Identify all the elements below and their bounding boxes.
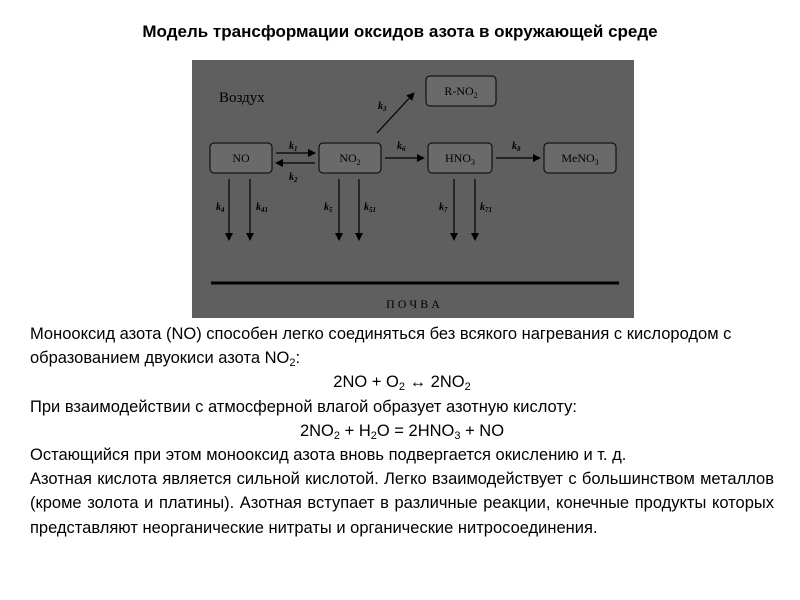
- equation-1: $2NO + O_2$ ↔ $2NO_2$: [333, 373, 471, 394]
- paragraph-2: При взаимодействии с атмосферной влагой образует азотную кислоту:: [30, 397, 577, 416]
- rate-k7: $k_7$: [439, 202, 448, 214]
- rate-k5: $k_5$: [324, 202, 333, 214]
- rate-k1: $k_1$: [289, 141, 298, 153]
- rate-k41: $k_{41}$: [256, 202, 268, 214]
- rate-k6: $k_6$: [397, 141, 406, 153]
- box-no-label: NO: [232, 151, 250, 165]
- air-label: Воздух: [219, 90, 265, 106]
- page-title: Модель трансформации оксидов азота в окружающей среде: [142, 22, 658, 41]
- box-rno2-label: $R-NO_2$: [444, 84, 478, 100]
- diagram-svg: [192, 60, 634, 318]
- paragraph-3: Остающийся при этом монооксид азота вновь подвергается окислению и т. д.: [30, 446, 627, 465]
- paragraph-4: Азотная кислота является сильной кислотой. Легко взаимодействует с большинством металлов (кроме золота и платины). Азотная вступает в различные реакции, конечные продукты которых представляют неорганические нитраты и органические нитросоединения.: [30, 470, 774, 537]
- nitrogen-oxides-diagram: [192, 60, 634, 318]
- equation-2: $2NO_2 + H_2O = 2HNO_3$ + NO: [299, 421, 505, 442]
- rate-k51: $k_{51}$: [364, 202, 376, 214]
- rate-k71: $k_{71}$: [480, 202, 492, 214]
- soil-label: П О Ч В А: [386, 297, 440, 311]
- box-no2-label: $NO_2$: [339, 151, 361, 167]
- rate-k3: $k_3$: [378, 101, 387, 113]
- box-meno3-label: MeNO$_3$: [561, 151, 599, 167]
- rate-k4: $k_4$: [216, 202, 225, 214]
- rate-k2: $k_2$: [289, 172, 298, 184]
- rate-k8: $k_8$: [512, 141, 521, 153]
- box-hno3-label: $HNO_3$: [445, 151, 475, 167]
- arrow-no2-to-rno2: [377, 93, 414, 133]
- description-text: [30, 322, 774, 540]
- paragraph-1: Монооксид азота (NO) способен легко соединяться без всякого нагревания с кислородом с образованием двуокиси азота $NO_2$:: [30, 325, 732, 370]
